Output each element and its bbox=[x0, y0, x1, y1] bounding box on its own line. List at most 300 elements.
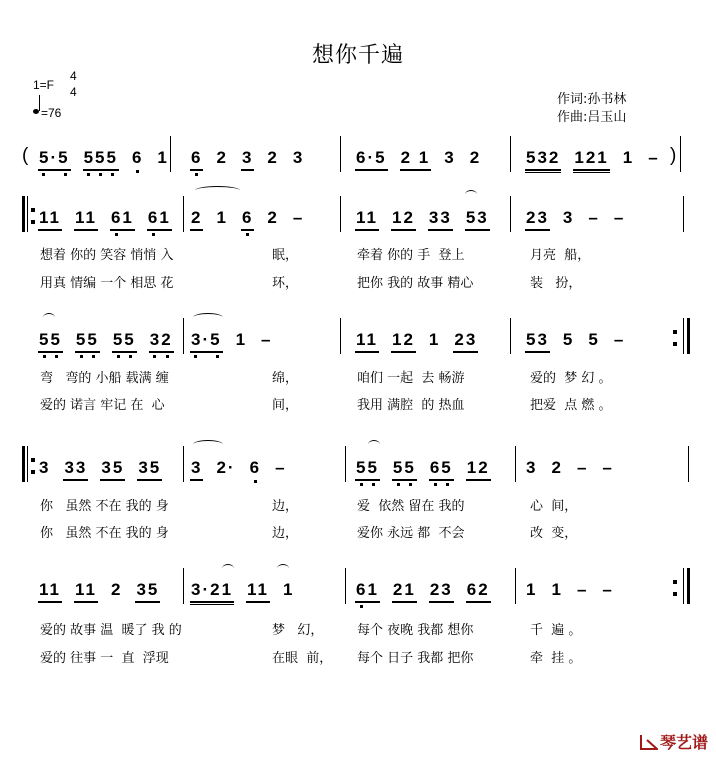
slur-tie bbox=[195, 186, 240, 195]
note bbox=[83, 148, 119, 178]
note-digits: 3 bbox=[526, 458, 538, 477]
beam-underline bbox=[75, 351, 100, 353]
beam-underline bbox=[135, 601, 160, 603]
beam-underline bbox=[110, 229, 135, 231]
measure bbox=[190, 208, 305, 238]
time-signature-top: 4 bbox=[70, 69, 77, 83]
note-digits: – bbox=[275, 458, 287, 477]
octave-dot bbox=[372, 483, 375, 486]
note-digits: 555 bbox=[83, 148, 118, 167]
note-digits: 2 bbox=[551, 458, 563, 477]
octave-dot bbox=[372, 605, 375, 608]
note-digits: 55 bbox=[392, 458, 416, 477]
note-digits: 11 bbox=[356, 208, 378, 227]
quarter-note-icon bbox=[33, 109, 39, 114]
note-digits: 1 bbox=[157, 148, 169, 167]
note-digits: 1 bbox=[622, 148, 635, 167]
beam-underline bbox=[525, 351, 550, 353]
lyricist-credit: 作词:孙书林 bbox=[557, 92, 627, 107]
beam-underline bbox=[38, 169, 71, 171]
note bbox=[428, 208, 453, 231]
beam-underline bbox=[392, 601, 417, 603]
note bbox=[429, 580, 454, 603]
beam-underline bbox=[190, 351, 223, 353]
note-digits: 5·5 bbox=[39, 148, 70, 167]
lyric-segment: 爱的 梦 幻 。 bbox=[530, 371, 612, 386]
beam-underline bbox=[190, 169, 203, 171]
note bbox=[587, 330, 600, 350]
beam-underline bbox=[100, 479, 125, 481]
bar-line bbox=[683, 196, 684, 232]
note bbox=[392, 580, 417, 603]
note-digits: 35 bbox=[136, 580, 160, 599]
bar-line bbox=[515, 568, 516, 604]
note bbox=[576, 580, 589, 600]
slur-tie bbox=[193, 440, 223, 449]
beam-underline bbox=[525, 172, 561, 174]
octave-dot bbox=[43, 355, 46, 358]
beam-underline bbox=[466, 601, 491, 603]
octave-dot bbox=[360, 605, 363, 608]
measure bbox=[525, 330, 626, 353]
note-digits: 1 bbox=[551, 580, 563, 599]
note bbox=[292, 148, 305, 168]
note-digits: 3 bbox=[444, 148, 456, 167]
slur-tie bbox=[368, 440, 380, 449]
slur-tie bbox=[222, 564, 234, 573]
bar-line bbox=[510, 318, 511, 354]
beam-underline bbox=[137, 479, 162, 481]
note-digits: 35 bbox=[101, 458, 125, 477]
lyric-segment: 咱们 一起 去 畅游 bbox=[357, 371, 465, 386]
note-digits: 33 bbox=[64, 458, 88, 477]
note-digits: 5 bbox=[588, 330, 600, 349]
note bbox=[562, 330, 575, 350]
measure bbox=[525, 208, 626, 231]
note bbox=[525, 580, 538, 600]
note bbox=[131, 148, 144, 175]
quarter-note-icon-stem bbox=[39, 95, 40, 111]
note-digits: – bbox=[602, 580, 614, 599]
octave-dot bbox=[111, 173, 114, 176]
time-signature-bottom: 4 bbox=[70, 85, 77, 99]
lyric-segment: 在眼 前， bbox=[272, 651, 333, 666]
note-digits: 2 bbox=[267, 208, 279, 227]
note-digits: 61 bbox=[110, 208, 134, 227]
note bbox=[601, 580, 614, 600]
lyric-segment: 想着 你的 笑容 悄悄 入 bbox=[40, 248, 174, 263]
beam-underline bbox=[355, 229, 379, 231]
octave-dot bbox=[205, 355, 208, 358]
note bbox=[647, 148, 660, 168]
note bbox=[215, 148, 228, 168]
octave-dot bbox=[117, 355, 120, 358]
note-digits: – bbox=[613, 330, 626, 349]
note bbox=[622, 148, 635, 168]
measure bbox=[355, 208, 490, 231]
low-octave-dots bbox=[190, 173, 203, 178]
measure bbox=[38, 580, 160, 603]
note bbox=[525, 148, 561, 173]
note-digits: – bbox=[292, 208, 305, 227]
lyric-segment: 爱的 往事 一 直 浮现 bbox=[40, 651, 169, 666]
note-digits: 6 bbox=[131, 148, 144, 167]
song-title: 想你千遍 bbox=[311, 43, 404, 68]
beam-underline bbox=[525, 229, 550, 231]
note bbox=[525, 330, 550, 353]
measure bbox=[355, 580, 491, 610]
lyric-segment: 你 虽然 不在 我的 身 bbox=[40, 526, 169, 541]
bar-line bbox=[680, 136, 681, 172]
note bbox=[525, 208, 550, 231]
measure bbox=[190, 330, 274, 360]
note-digits: 2 1 bbox=[400, 148, 431, 167]
bar-line bbox=[515, 446, 516, 482]
measure bbox=[525, 458, 615, 478]
note-digits: 12 bbox=[391, 330, 415, 349]
repeat-start-bar-thin bbox=[27, 446, 28, 482]
note bbox=[149, 330, 174, 360]
note-digits: 2 bbox=[267, 148, 279, 167]
note bbox=[613, 330, 626, 350]
note-digits: 33 bbox=[428, 208, 452, 227]
note bbox=[429, 458, 454, 488]
note bbox=[428, 330, 441, 350]
low-octave-dots bbox=[38, 173, 71, 178]
beam-underline bbox=[355, 601, 380, 603]
bar-line bbox=[683, 318, 684, 354]
note bbox=[110, 580, 123, 600]
lyric-segment: 绵， bbox=[272, 371, 299, 386]
note bbox=[576, 458, 589, 478]
note-digits: 3 bbox=[39, 458, 51, 477]
beam-underline bbox=[83, 169, 119, 171]
site-logo bbox=[640, 730, 708, 753]
measure bbox=[38, 330, 174, 360]
low-octave-dots bbox=[392, 483, 417, 488]
bar-line bbox=[688, 446, 689, 482]
beam-underline bbox=[466, 479, 491, 481]
note-digits: 35 bbox=[138, 458, 162, 477]
note bbox=[282, 580, 295, 600]
lyric-segment: 每个 夜晚 我都 想你 bbox=[357, 623, 474, 638]
note-digits: 1 bbox=[216, 208, 228, 227]
beam-underline bbox=[147, 229, 172, 231]
note bbox=[469, 148, 482, 168]
beam-underline bbox=[190, 601, 234, 603]
repeat-dots bbox=[673, 578, 677, 600]
bar-line bbox=[510, 196, 511, 232]
note-digits: 1 bbox=[235, 330, 248, 349]
beam-underline bbox=[246, 601, 270, 603]
note bbox=[550, 458, 563, 478]
note-digits: – bbox=[648, 148, 660, 167]
bar-line bbox=[170, 136, 171, 172]
beam-underline bbox=[241, 169, 254, 171]
octave-dot bbox=[42, 173, 45, 176]
measure bbox=[38, 148, 170, 178]
note-digits: – bbox=[261, 330, 273, 349]
note bbox=[110, 208, 135, 238]
beam-underline bbox=[391, 351, 416, 353]
octave-dot bbox=[246, 233, 249, 236]
octave-dot bbox=[92, 355, 95, 358]
beam-underline bbox=[355, 169, 388, 171]
note-digits: 1 bbox=[283, 580, 295, 599]
measure bbox=[525, 580, 615, 600]
low-octave-dots bbox=[355, 605, 380, 610]
note-digits: 121 bbox=[574, 148, 609, 167]
beam-underline bbox=[190, 604, 234, 606]
low-octave-dots bbox=[249, 480, 262, 485]
note-digits: 61 bbox=[147, 208, 171, 227]
note-digits: 23 bbox=[454, 330, 478, 349]
note bbox=[613, 208, 626, 228]
beam-underline bbox=[391, 229, 416, 231]
note bbox=[215, 458, 236, 478]
octave-dot bbox=[446, 483, 449, 486]
note bbox=[235, 330, 248, 350]
note-digits: 6 bbox=[241, 208, 254, 227]
note bbox=[292, 208, 305, 228]
beam-underline bbox=[428, 229, 453, 231]
note bbox=[38, 458, 51, 478]
note-digits: 11 bbox=[39, 208, 61, 227]
note-digits: 2 bbox=[110, 580, 123, 599]
note-digits: 55 bbox=[112, 330, 136, 349]
lyric-segment: 间， bbox=[272, 398, 299, 413]
beam-underline bbox=[453, 351, 478, 353]
measure bbox=[355, 330, 478, 353]
bar-line bbox=[683, 568, 684, 604]
note-digits: 55 bbox=[75, 330, 99, 349]
lyric-segment: 每个 日子 我都 把你 bbox=[357, 651, 474, 666]
note-digits: 53 bbox=[465, 208, 489, 227]
lyric-segment: 爱的 故事 温 暖了 我 的 bbox=[40, 623, 182, 638]
note bbox=[135, 580, 160, 603]
note bbox=[100, 458, 125, 481]
octave-dot bbox=[64, 173, 67, 176]
note bbox=[190, 580, 234, 605]
octave-dot bbox=[53, 173, 56, 176]
open-paren: ( bbox=[22, 145, 29, 166]
octave-dot bbox=[360, 483, 363, 486]
low-octave-dots bbox=[147, 233, 172, 238]
note-digits: 3 bbox=[241, 148, 254, 167]
low-octave-dots bbox=[355, 483, 380, 488]
note-digits: 11 bbox=[39, 580, 61, 599]
measure bbox=[190, 580, 295, 605]
note bbox=[215, 208, 228, 228]
octave-dot bbox=[55, 355, 58, 358]
note bbox=[274, 458, 287, 478]
note-digits: 23 bbox=[429, 580, 453, 599]
note-digits: 3·21 bbox=[191, 580, 234, 599]
staff-system bbox=[0, 208, 716, 248]
low-octave-dots bbox=[75, 355, 100, 360]
note-digits: – bbox=[602, 458, 614, 477]
beam-underline bbox=[573, 169, 609, 171]
staff-system bbox=[0, 330, 716, 370]
note bbox=[466, 458, 491, 481]
lyric-segment: 心 间， bbox=[530, 499, 578, 514]
slur-tie bbox=[277, 564, 289, 573]
note bbox=[74, 580, 98, 603]
octave-dot bbox=[115, 233, 118, 236]
repeat-dots bbox=[31, 456, 35, 478]
note-digits: 6 bbox=[191, 148, 203, 167]
note bbox=[63, 458, 88, 481]
octave-dot bbox=[99, 173, 102, 176]
bar-line bbox=[345, 568, 346, 604]
beam-underline bbox=[38, 229, 62, 231]
close-paren: ) bbox=[670, 145, 677, 166]
note bbox=[137, 458, 162, 481]
note bbox=[465, 208, 490, 231]
note bbox=[400, 148, 432, 171]
note bbox=[550, 580, 563, 600]
note-digits: 3·5 bbox=[191, 330, 222, 349]
note-digits: 6 bbox=[249, 458, 262, 477]
note bbox=[266, 208, 279, 228]
note bbox=[266, 148, 279, 168]
logo-text: 琴艺谱 bbox=[660, 735, 709, 752]
lyric-segment: 千 遍 。 bbox=[530, 623, 582, 638]
note bbox=[75, 330, 100, 360]
measure bbox=[525, 148, 661, 173]
repeat-dots bbox=[673, 328, 677, 350]
octave-dot bbox=[87, 173, 90, 176]
octave-dot bbox=[254, 480, 257, 483]
note bbox=[190, 458, 203, 481]
note-digits: 65 bbox=[429, 458, 453, 477]
note-digits: 532 bbox=[526, 148, 561, 167]
lyric-segment: 用真 情编 一个 相思 花 bbox=[40, 276, 174, 291]
octave-dot bbox=[136, 170, 139, 173]
note bbox=[241, 208, 254, 238]
beam-underline bbox=[355, 479, 380, 481]
staff-system bbox=[0, 580, 716, 620]
low-octave-dots bbox=[190, 355, 223, 360]
note bbox=[190, 148, 203, 178]
octave-dot bbox=[397, 483, 400, 486]
note bbox=[355, 148, 388, 171]
bar-line bbox=[183, 318, 184, 354]
lyric-segment: 爱 依然 留在 我的 bbox=[357, 499, 465, 514]
note-digits: 55 bbox=[356, 458, 379, 477]
beam-underline bbox=[241, 229, 254, 231]
lyric-segment: 环， bbox=[272, 276, 299, 291]
lyric-segment: 你 虽然 不在 我的 身 bbox=[40, 499, 169, 514]
lyric-segment: 改 变， bbox=[530, 526, 578, 541]
lyric-segment: 我用 满腔 的 热血 bbox=[357, 398, 465, 413]
repeat-start-bar-thin bbox=[27, 196, 28, 232]
lyric-segment: 弯 弯的 小船 载满 缠 bbox=[40, 371, 169, 386]
lyric-segment: 梦 幻， bbox=[272, 623, 324, 638]
note-digits: – bbox=[613, 208, 626, 227]
composer-credit: 作曲:吕玉山 bbox=[557, 110, 627, 125]
measure bbox=[38, 458, 162, 481]
note-digits: 3 bbox=[562, 208, 575, 227]
beam-underline bbox=[38, 601, 62, 603]
low-octave-dots bbox=[149, 355, 174, 360]
note bbox=[38, 330, 63, 360]
bar-line bbox=[183, 196, 184, 232]
note bbox=[249, 458, 262, 485]
note-digits: – bbox=[576, 580, 589, 599]
bar-line bbox=[340, 196, 341, 232]
lyric-segment: 牵 挂 。 bbox=[530, 651, 582, 666]
bar-line bbox=[340, 318, 341, 354]
note bbox=[112, 330, 137, 360]
note bbox=[587, 208, 600, 228]
bar-line bbox=[510, 136, 511, 172]
tempo-marking: =76 bbox=[41, 106, 62, 120]
note bbox=[601, 458, 614, 478]
note-digits: 2 bbox=[469, 148, 482, 167]
note-digits: 55 bbox=[39, 330, 62, 349]
note bbox=[391, 208, 416, 231]
note bbox=[241, 148, 254, 171]
note-digits: 61 bbox=[356, 580, 379, 599]
octave-dot bbox=[152, 233, 155, 236]
beam-underline bbox=[149, 351, 174, 353]
note bbox=[38, 148, 71, 178]
note-digits: 53 bbox=[526, 330, 549, 349]
note-digits: 1 bbox=[526, 580, 538, 599]
note bbox=[392, 458, 417, 488]
key-signature: 1=F bbox=[33, 78, 55, 92]
note-digits: 3 bbox=[292, 148, 305, 167]
bar-line bbox=[183, 568, 184, 604]
beam-underline bbox=[400, 169, 432, 171]
lyric-segment: 爱的 诺言 牢记 在 心 bbox=[40, 398, 165, 413]
note-digits: 11 bbox=[74, 580, 97, 599]
beam-underline bbox=[355, 351, 379, 353]
note bbox=[391, 330, 416, 353]
note bbox=[443, 148, 456, 168]
lyric-segment: 眠， bbox=[272, 248, 299, 263]
beam-underline bbox=[573, 172, 609, 174]
octave-dot bbox=[195, 173, 198, 176]
note-digits: 21 bbox=[392, 580, 416, 599]
measure bbox=[38, 208, 172, 238]
beam-underline bbox=[190, 229, 203, 231]
note-digits: 32 bbox=[149, 330, 173, 349]
note-digits: 6·5 bbox=[356, 148, 387, 167]
slur-tie bbox=[465, 190, 477, 199]
note bbox=[38, 208, 62, 231]
note-digits: 5 bbox=[562, 330, 575, 349]
slur-tie bbox=[193, 313, 223, 322]
low-octave-dots bbox=[83, 173, 119, 178]
octave-dot bbox=[80, 355, 83, 358]
staff-system bbox=[0, 458, 716, 498]
note-digits: 12 bbox=[466, 458, 490, 477]
note-digits: 23 bbox=[526, 208, 549, 227]
note-digits: 2 bbox=[216, 148, 228, 167]
note bbox=[562, 208, 575, 228]
note bbox=[355, 580, 380, 610]
note-digits: 11 bbox=[247, 580, 270, 599]
note bbox=[355, 330, 379, 353]
note bbox=[260, 330, 273, 350]
note bbox=[525, 458, 538, 478]
note bbox=[147, 208, 172, 238]
beam-underline bbox=[465, 229, 490, 231]
low-octave-dots bbox=[110, 233, 135, 238]
beam-underline bbox=[429, 479, 454, 481]
